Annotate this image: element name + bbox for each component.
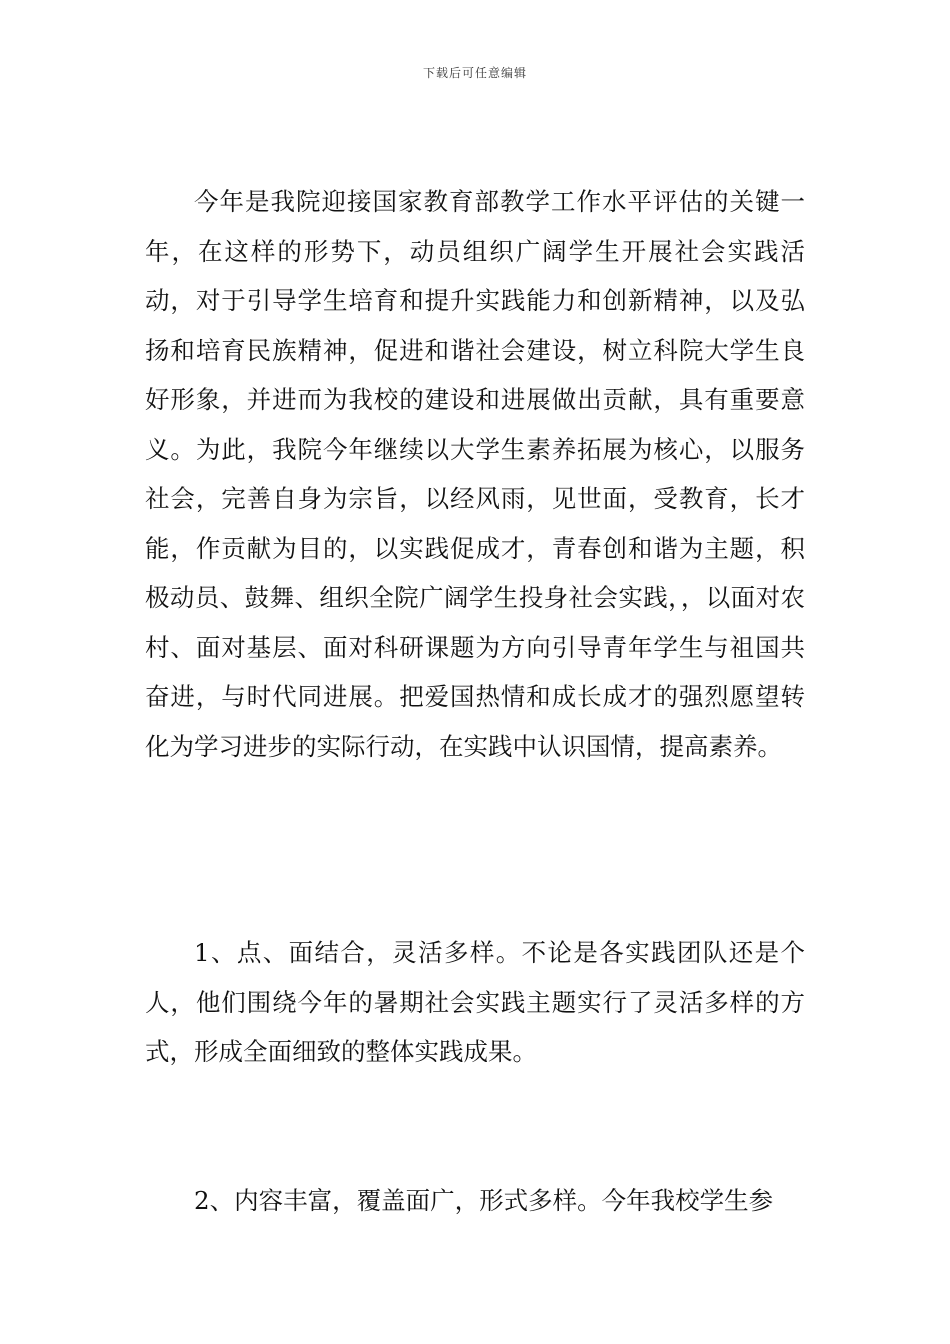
page-header-note: 下载后可任意编辑 <box>422 66 527 80</box>
body-paragraph-point-1: 1、点、面结合，灵活多样。不论是各实践团队还是个人，他们围绕今年的暑期社会实践主题实行了灵活多样的方式，形成全面细致的整体实践成果。 <box>145 938 805 1066</box>
body-paragraph-point-2: 2、内容丰富，覆盖面广，形式多样。今年我校学生参 <box>194 1186 774 1215</box>
body-paragraph-intro: 今年是我院迎接国家教育部教学工作水平评估的关键一年，在这样的形势下，动员组织广阔学生开展社会实践活动，对于引导学生培育和提升实践能力和创新精神，以及弘扬和培育民族精神，促进和谐社会建设，树立科院大学生良好形象，并进而为我校的建设和进展做出贡献，具有重要意义。为此，我院今年继续以大学生素养拓展为核心，以服务社会，完善自身为宗旨，以经风雨，见世面，受教育，长才能，作贡献为目的，以实践促成才，青春创和谐为主题，积极动员、鼓舞、组织全院广阔学生投身社会实践，，以面对农村、面对基层、面对科研课题为方向引导青年学生与祖国共奋进，与时代同进展。把爱国热情和成长成才的强烈愿望转化为学习进步的实际行动，在实践中认识国情，提高素养。 <box>145 187 805 761</box>
